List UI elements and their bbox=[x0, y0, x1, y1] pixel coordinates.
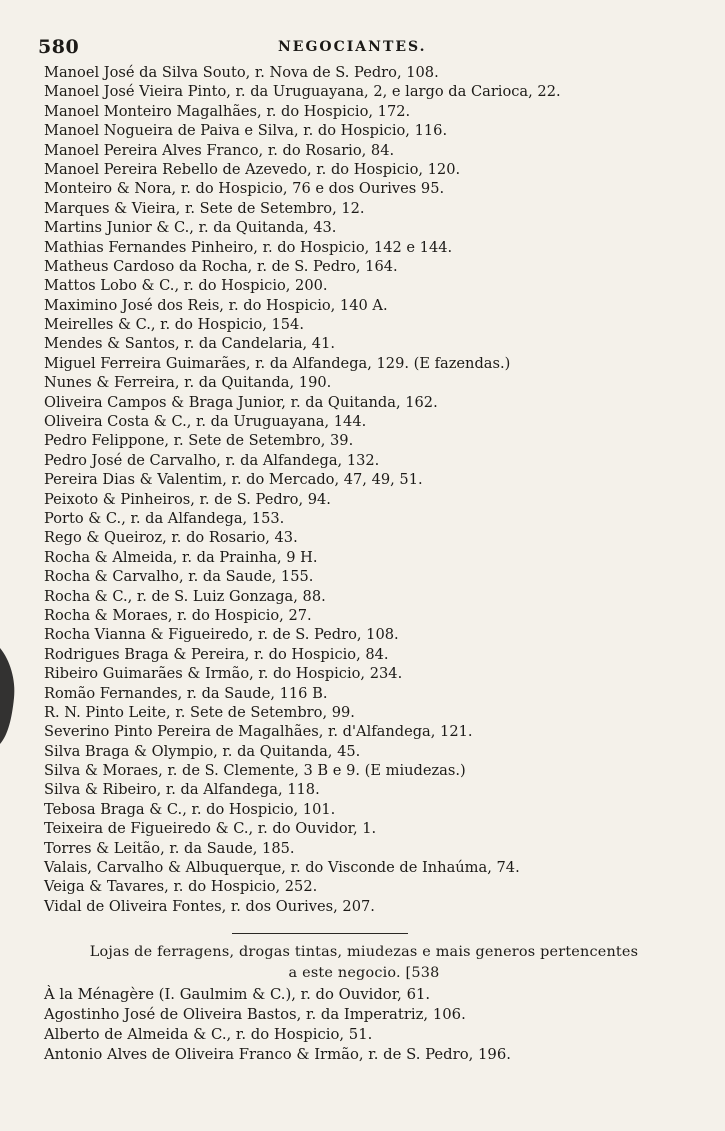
list-item: Mattos Lobo & C., r. do Hospicio, 200. bbox=[44, 277, 328, 295]
list-item: Oliveira Costa & C., r. da Uruguayana, 144. bbox=[44, 413, 367, 431]
list-item: Romão Fernandes, r. da Saude, 116 B. bbox=[44, 684, 328, 702]
section-heading-line: a este negocio. [538 bbox=[288, 965, 440, 981]
list-item: Severino Pinto Pereira de Magalhães, r. d'Alfandega, 121. bbox=[44, 723, 473, 741]
list-item: Silva & Moraes, r. de S. Clemente, 3 B e 9. (E miudezas.) bbox=[44, 762, 466, 780]
list-item: Pedro José de Carvalho, r. da Alfandega, 132. bbox=[44, 451, 380, 469]
list-item: Torres & Leitão, r. da Saude, 185. bbox=[44, 839, 295, 857]
list-item: Ribeiro Guimarães & Irmão, r. do Hospicio, 234. bbox=[44, 665, 403, 683]
list-item: Rocha & Moraes, r. do Hospicio, 27. bbox=[44, 606, 312, 624]
list-item: Veiga & Tavares, r. do Hospicio, 252. bbox=[44, 878, 318, 896]
section-heading-line: Lojas de ferragens, drogas tintas, miudezas e mais generos pertencentes bbox=[89, 944, 639, 960]
list-item: R. N. Pinto Leite, r. Sete de Setembro, 99. bbox=[44, 703, 355, 721]
list-item: Rodrigues Braga & Pereira, r. do Hospicio, 84. bbox=[44, 645, 389, 663]
list-item: Matheus Cardoso da Rocha, r. de S. Pedro, 164. bbox=[44, 257, 398, 275]
running-head: NEGOCIANTES. bbox=[278, 39, 427, 55]
list-item: Tebosa Braga & C., r. do Hospicio, 101. bbox=[44, 800, 336, 818]
list-item: Mathias Fernandes Pinheiro, r. do Hospicio, 142 e 144. bbox=[44, 238, 453, 256]
section-heading bbox=[44, 942, 684, 984]
list-item: À la Ménagère (I. Gaulmim & C.), r. do Ouvidor, 61. bbox=[44, 986, 431, 1003]
list-item: Monteiro & Nora, r. do Hospicio, 76 e dos Ourives 95. bbox=[44, 180, 445, 198]
list-item: Mendes & Santos, r. da Candelaria, 41. bbox=[44, 335, 336, 353]
list-item: Pedro Felippone, r. Sete de Setembro, 39. bbox=[44, 432, 354, 450]
list-item: Vidal de Oliveira Fontes, r. dos Ourives, 207. bbox=[44, 897, 375, 915]
list-item: Agostinho José de Oliveira Bastos, r. da Imperatriz, 106. bbox=[44, 1006, 466, 1023]
list-item: Meirelles & C., r. do Hospicio, 154. bbox=[44, 316, 304, 334]
list-item: Rocha & Carvalho, r. da Saude, 155. bbox=[44, 568, 314, 586]
page-number: 580 bbox=[38, 36, 80, 58]
list-item: Peixoto & Pinheiros, r. de S. Pedro, 94. bbox=[44, 490, 331, 508]
section-divider bbox=[232, 933, 408, 934]
list-item: Silva Braga & Olympio, r. da Quitanda, 45. bbox=[44, 742, 361, 760]
list-item: Rocha & C., r. de S. Luiz Gonzaga, 88. bbox=[44, 587, 326, 605]
list-item: Alberto de Almeida & C., r. do Hospicio, 51. bbox=[44, 1026, 373, 1043]
list-item: Manoel José Vieira Pinto, r. da Uruguayana, 2, e largo da Carioca, 22. bbox=[44, 83, 561, 101]
list-item: Rocha & Almeida, r. da Prainha, 9 H. bbox=[44, 548, 318, 566]
list-item: Oliveira Campos & Braga Junior, r. da Quitanda, 162. bbox=[44, 393, 438, 411]
binding-edge-mark bbox=[0, 640, 18, 750]
list-item: Manoel Pereira Alves Franco, r. do Rosario, 84. bbox=[44, 141, 395, 159]
list-item: Manoel Monteiro Magalhães, r. do Hospicio, 172. bbox=[44, 102, 411, 120]
list-item: Miguel Ferreira Guimarães, r. da Alfandega, 129. (E fazendas.) bbox=[44, 354, 511, 372]
list-item: Silva & Ribeiro, r. da Alfandega, 118. bbox=[44, 781, 320, 799]
page-header bbox=[38, 36, 678, 60]
list-item: Antonio Alves de Oliveira Franco & Irmão, r. de S. Pedro, 196. bbox=[44, 1046, 511, 1063]
list-item: Manoel Pereira Rebello de Azevedo, r. do Hospicio, 120. bbox=[44, 160, 461, 178]
merchant-list bbox=[44, 63, 684, 916]
list-item: Valais, Carvalho & Albuquerque, r. do Visconde de Inhaúma, 74. bbox=[44, 859, 520, 877]
list-item: Manoel Nogueira de Paiva e Silva, r. do Hospicio, 116. bbox=[44, 122, 448, 140]
hardware-store-list bbox=[44, 985, 684, 1065]
list-item: Maximino José dos Reis, r. do Hospicio, 140 A. bbox=[44, 296, 388, 314]
list-item: Rocha Vianna & Figueiredo, r. de S. Pedro, 108. bbox=[44, 626, 399, 644]
list-item: Nunes & Ferreira, r. da Quitanda, 190. bbox=[44, 374, 332, 392]
list-item: Rego & Queiroz, r. do Rosario, 43. bbox=[44, 529, 298, 547]
list-item: Martins Junior & C., r. da Quitanda, 43. bbox=[44, 219, 337, 237]
list-item: Manoel José da Silva Souto, r. Nova de S. Pedro, 108. bbox=[44, 64, 439, 81]
list-item: Pereira Dias & Valentim, r. do Mercado, 47, 49, 51. bbox=[44, 471, 423, 489]
list-item: Porto & C., r. da Alfandega, 153. bbox=[44, 509, 285, 527]
list-item: Teixeira de Figueiredo & C., r. do Ouvidor, 1. bbox=[44, 820, 377, 838]
list-item: Marques & Vieira, r. Sete de Setembro, 12. bbox=[44, 199, 365, 217]
